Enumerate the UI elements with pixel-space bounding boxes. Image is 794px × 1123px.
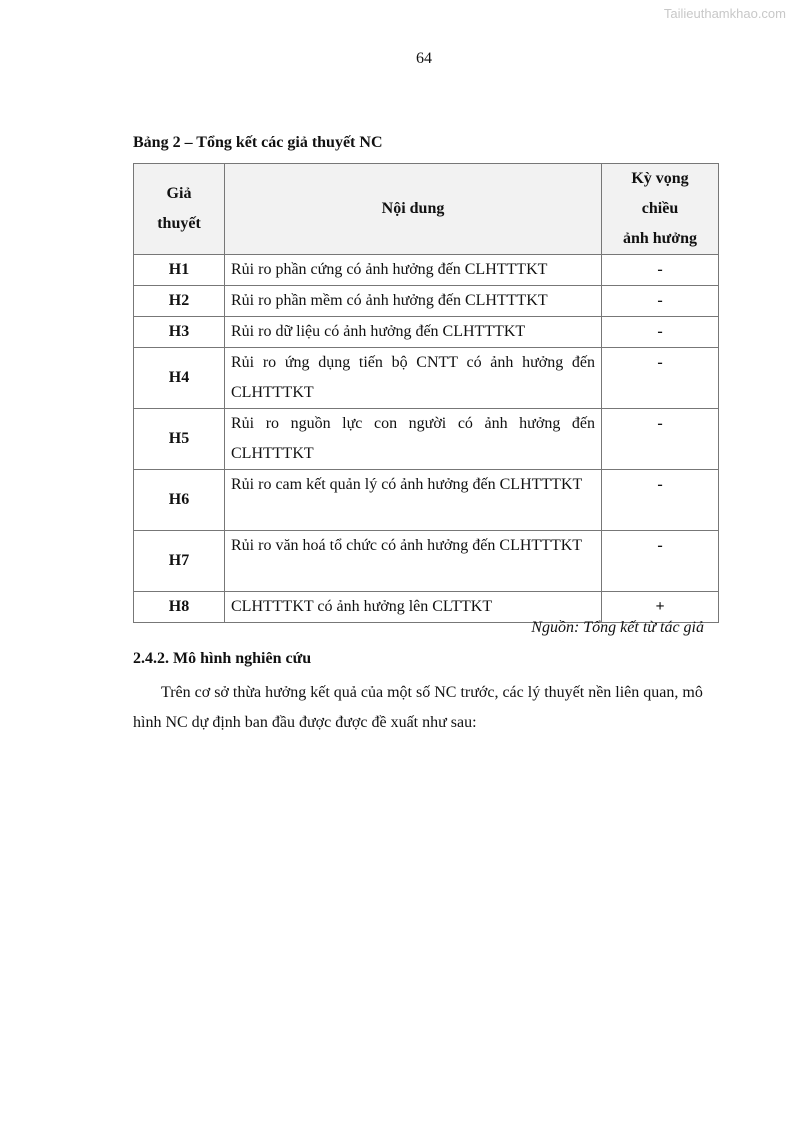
hypothesis-content: Rủi ro phần mềm có ảnh hưởng đến CLHTTTKT [225, 286, 602, 317]
hypothesis-content: Rủi ro nguồn lực con người có ảnh hưởng đến CLHTTTKT [225, 409, 602, 470]
page-number: 64 [416, 50, 432, 67]
table-row [134, 348, 719, 409]
section-paragraph: Trên cơ sở thừa hưởng kết quả của một số NC trước, các lý thuyết nền liên quan, mô hình NC dự định ban đầu được được đề xuất như sau: [133, 684, 703, 731]
hypothesis-code: H1 [134, 255, 225, 286]
hypothesis-code: H6 [134, 470, 225, 531]
table-row [134, 592, 719, 623]
hypothesis-content: CLHTTTKT có ảnh hưởng lên CLTTKT [225, 592, 602, 623]
header-expected-direction: Kỳ vọng chiều ảnh hưởng [602, 164, 719, 255]
hypothesis-code: H7 [134, 531, 225, 592]
hypotheses-table [133, 163, 719, 623]
hypothesis-code: H4 [134, 348, 225, 409]
expected-sign: - [602, 531, 719, 592]
watermark: Tailieuthamkhao.com [663, 6, 786, 21]
expected-sign: - [602, 317, 719, 348]
hypothesis-content: Rủi ro phần cứng có ảnh hưởng đến CLHTTTKT [225, 255, 602, 286]
hypothesis-content: Rủi ro ứng dụng tiến bộ CNTT có ảnh hưởng đến CLHTTTKT [225, 348, 602, 409]
hypothesis-content: Rủi ro dữ liệu có ảnh hưởng đến CLHTTTKT [225, 317, 602, 348]
hypothesis-content: Rủi ro cam kết quản lý có ảnh hưởng đến CLHTTTKT [225, 470, 602, 531]
table-source: Nguồn: Tổng kết từ tác giả [531, 619, 704, 636]
table-row [134, 317, 719, 348]
expected-sign: - [602, 286, 719, 317]
expected-sign: - [602, 470, 719, 531]
header-hypothesis: Giả thuyết [134, 164, 225, 255]
hypothesis-code: H8 [134, 592, 225, 623]
header-content: Nội dung [225, 164, 602, 255]
section-heading: 2.4.2. Mô hình nghiên cứu [133, 650, 312, 667]
hypothesis-code: H3 [134, 317, 225, 348]
hypothesis-code: H5 [134, 409, 225, 470]
table-row [134, 409, 719, 470]
table-caption: Bảng 2 – Tổng kết các giả thuyết NC [133, 134, 383, 151]
hypothesis-content: Rủi ro văn hoá tổ chức có ảnh hưởng đến CLHTTTKT [225, 531, 602, 592]
table-row [134, 286, 719, 317]
expected-sign: - [602, 409, 719, 470]
table-row [134, 531, 719, 592]
table-row [134, 470, 719, 531]
table-row [134, 255, 719, 286]
expected-sign: - [602, 255, 719, 286]
expected-sign: + [602, 592, 719, 623]
table-header-row [134, 164, 719, 255]
hypothesis-code: H2 [134, 286, 225, 317]
expected-sign: - [602, 348, 719, 409]
